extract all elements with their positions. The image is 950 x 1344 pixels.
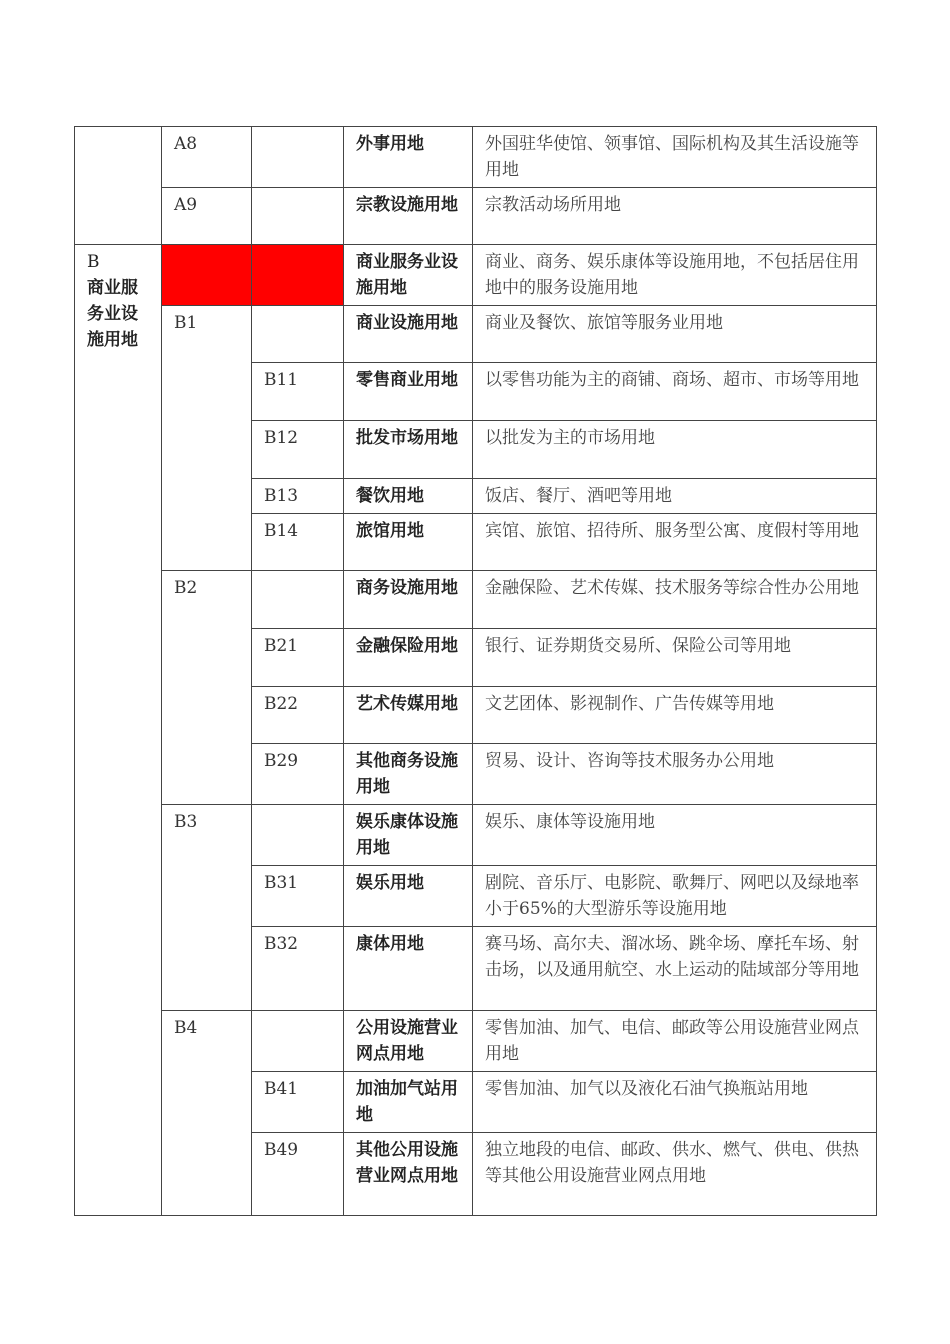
table-row [75,1011,877,1072]
small-class-code: B29 [252,744,344,805]
category-name: 金融保险用地 [344,629,473,687]
mid-class-code: B2 [162,571,252,805]
category-name: 商业服务业设施用地 [344,245,473,306]
small-class-code: B22 [252,687,344,744]
category-name: 其他商务设施用地 [344,744,473,805]
major-class-cell-empty [75,127,162,245]
table-row [75,571,877,629]
small-class-code: B31 [252,866,344,927]
small-class-code [252,1011,344,1072]
category-name: 商业设施用地 [344,306,473,363]
mid-class-code: B3 [162,805,252,1011]
category-name: 艺术传媒用地 [344,687,473,744]
category-description: 外国驻华使馆、领事馆、国际机构及其生活设施等用地 [473,127,877,188]
category-description: 以批发为主的市场用地 [473,421,877,479]
category-description: 零售加油、加气、电信、邮政等公用设施营业网点用地 [473,1011,877,1072]
table-row [75,127,877,188]
major-class-name-line: 施用地 [87,330,138,350]
table-row [75,188,877,245]
category-description: 商业、商务、娱乐康体等设施用地，不包括居住用地中的服务设施用地 [473,245,877,306]
small-class-code [252,571,344,629]
mid-class-code: B4 [162,1011,252,1216]
category-description: 赛马场、高尔夫、溜冰场、跳伞场、摩托车场、射击场，以及通用航空、水上运动的陆域部分等用地 [473,927,877,1011]
category-description: 贸易、设计、咨询等技术服务办公用地 [473,744,877,805]
category-description: 金融保险、艺术传媒、技术服务等综合性办公用地 [473,571,877,629]
mid-class-code: A8 [162,127,252,188]
mid-class-code: B1 [162,306,252,571]
highlight-cell [252,245,344,306]
category-name: 外事用地 [344,127,473,188]
category-description: 宗教活动场所用地 [473,188,877,245]
small-class-code: B13 [252,479,344,514]
category-name: 旅馆用地 [344,514,473,571]
category-description: 宾馆、旅馆、招待所、服务型公寓、度假村等用地 [473,514,877,571]
major-class-name-line: 商业服 [87,278,138,298]
major-class-name-line: 务业设 [87,304,138,324]
category-name: 康体用地 [344,927,473,1011]
small-class-code [252,188,344,245]
category-name: 零售商业用地 [344,363,473,421]
small-class-code [252,127,344,188]
small-class-code: B11 [252,363,344,421]
category-description: 剧院、音乐厅、电影院、歌舞厅、网吧以及绿地率小于65%的大型游乐等设施用地 [473,866,877,927]
major-class-code: B [87,252,100,272]
category-name: 批发市场用地 [344,421,473,479]
small-class-code [252,805,344,866]
category-name: 公用设施营业网点用地 [344,1011,473,1072]
table-row [75,245,877,306]
category-name: 娱乐康体设施用地 [344,805,473,866]
category-description: 文艺团体、影视制作、广告传媒等用地 [473,687,877,744]
table-row [75,805,877,866]
small-class-code: B14 [252,514,344,571]
small-class-code: B49 [252,1133,344,1216]
category-description: 零售加油、加气以及液化石油气换瓶站用地 [473,1072,877,1133]
category-description: 饭店、餐厅、酒吧等用地 [473,479,877,514]
mid-class-code: A9 [162,188,252,245]
small-class-code: B21 [252,629,344,687]
small-class-code: B32 [252,927,344,1011]
highlight-cell [162,245,252,306]
category-name: 其他公用设施营业网点用地 [344,1133,473,1216]
category-description: 娱乐、康体等设施用地 [473,805,877,866]
land-use-table [74,126,877,1216]
category-name: 娱乐用地 [344,866,473,927]
major-class-cell [75,245,162,1216]
table-row [75,306,877,363]
category-name: 餐饮用地 [344,479,473,514]
category-description: 以零售功能为主的商铺、商场、超市、市场等用地 [473,363,877,421]
category-name: 加油加气站用地 [344,1072,473,1133]
small-class-code: B12 [252,421,344,479]
category-description: 商业及餐饮、旅馆等服务业用地 [473,306,877,363]
category-description: 银行、证券期货交易所、保险公司等用地 [473,629,877,687]
category-name: 宗教设施用地 [344,188,473,245]
category-description: 独立地段的电信、邮政、供水、燃气、供电、供热等其他公用设施营业网点用地 [473,1133,877,1216]
small-class-code [252,306,344,363]
small-class-code: B41 [252,1072,344,1133]
category-name: 商务设施用地 [344,571,473,629]
